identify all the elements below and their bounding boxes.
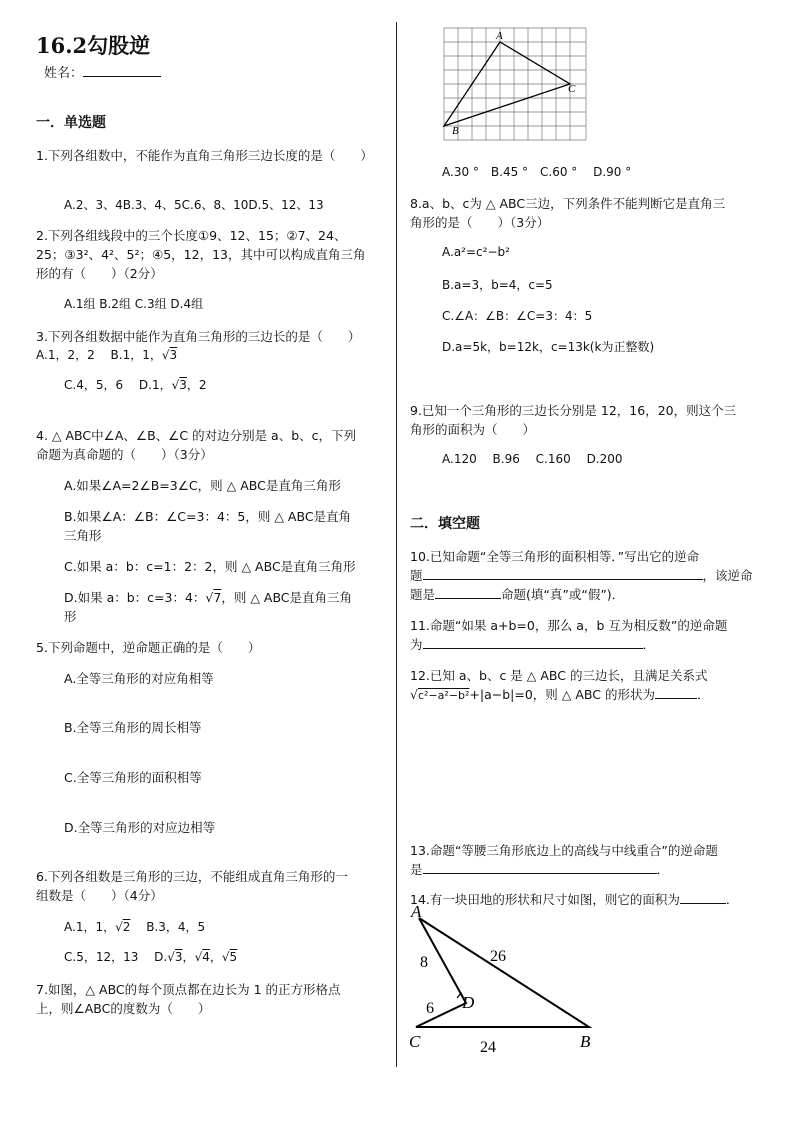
section-fill-blank: 二．填空题 <box>410 516 480 532</box>
vertex-c: C <box>409 1032 421 1051</box>
q3-opt-ab: A.1，2，2 B.1，1， <box>36 348 162 362</box>
q12-radicand: c²−a²−b² <box>417 689 470 702</box>
sqrt-icon: √ <box>161 348 170 362</box>
q7-options: A.30 ° B.45 ° C.60 ° D.90 ° <box>442 165 632 179</box>
sqrt-icon: √ <box>205 590 214 605</box>
q8-option-b: B.a=3，b=4，c=5 <box>442 278 553 292</box>
side-24: 24 <box>480 1039 496 1056</box>
q4-option-d1 <box>64 588 352 606</box>
q6-opt-a: A.1，1， <box>64 920 116 934</box>
q3-option-row1 <box>36 346 177 363</box>
q10-tail: 命题(填“真”或“假”)． <box>501 587 625 602</box>
q4-line2: 命题为真命题的（ ）（3分） <box>36 447 213 462</box>
name-blank[interactable] <box>83 64 161 77</box>
q9-line1: 9.已知一个三角形的三边长分别是 12，16，20，则这个三 <box>410 403 737 418</box>
column-divider <box>396 22 397 1067</box>
sqrt-icon: √ <box>194 950 203 964</box>
q11-line1: 11.命题“如果 a+b=0，那么 a，b 互为相反数”的逆命题 <box>410 618 728 633</box>
field-outline <box>416 918 589 1027</box>
q14-text: 14.有一块田地的形状和尺寸如图，则它的面积为 <box>410 892 680 907</box>
q10-blank-truth[interactable] <box>435 586 501 599</box>
vertex-a: A <box>411 904 422 921</box>
q8-option-c: C.∠A：∠B：∠C=3：4：5 <box>442 309 593 323</box>
q13-label: 是 <box>410 862 423 877</box>
q10-line1: 10.已知命题“全等三角形的面积相等．”写出它的逆命 <box>410 549 700 564</box>
q1-stem: 1.下列各组数中，不能作为直角三角形三边长度的是（ ） <box>36 148 373 163</box>
q8-option-a: A.a²=c²−b² <box>442 245 510 259</box>
q12-line1: 12.已知 a、b、c 是 △ ABC 的三边长，且满足关系式 <box>410 668 708 683</box>
q10-line3 <box>410 585 624 603</box>
q14-blank[interactable] <box>680 891 726 904</box>
section-single-choice: 一．单选题 <box>36 115 106 131</box>
page-title: 16.2勾股逆 <box>36 33 151 58</box>
side-8: 8 <box>420 954 428 971</box>
q8-line2: 角形的是（ ）（3分） <box>410 215 550 230</box>
q6-option-row2 <box>64 948 237 965</box>
q12-end: ． <box>696 687 710 702</box>
q13-blank[interactable] <box>423 861 657 874</box>
q8-line1: 8.a、b、c为 △ ABC三边，下列条件不能判断它是直角三 <box>410 196 726 211</box>
q4-opt-d-text: D.如果 a：b：c=3：4： <box>64 590 206 605</box>
q5-option-a: A.全等三角形的对应角相等 <box>64 671 214 686</box>
q5-option-c: C.全等三角形的面积相等 <box>64 770 202 785</box>
q10-label: 题 <box>410 568 423 583</box>
q2-line1: 2.下列各组线段中的三个长度①9、12、15；②7、24、 <box>36 228 347 243</box>
q4-line1: 4. △ ABC中∠A、∠B、∠C 的对边分别是 a、b、c，下列 <box>36 428 357 443</box>
q13-end: ． <box>656 862 670 877</box>
q4-radicand: 7 <box>213 590 222 605</box>
vertex-c: C <box>568 83 576 95</box>
q6-r5: 5 <box>229 950 238 964</box>
q10-label-2: 题是 <box>410 587 436 602</box>
q4-option-c: C.如果 a：b：c=1：2：2，则 △ ABC是直角三角形 <box>64 559 356 574</box>
q3-stem: 3.下列各组数据中能作为直角三角形的三边长的是（ ） <box>36 329 361 344</box>
sqrt-icon: √ <box>167 950 175 964</box>
q2-line2: 25；③3²、4²、5²；④5，12，13，其中可以构成直角三角 <box>36 247 366 262</box>
q8-option-d: D.a=5k，b=12k，c=13k(k为正整数) <box>442 340 655 354</box>
q12-blank[interactable] <box>655 686 697 699</box>
q4-option-b2: 三角形 <box>64 528 102 543</box>
q7-grid-figure <box>442 26 588 142</box>
q11-blank[interactable] <box>423 636 643 649</box>
q10-mid: ，该逆命 <box>702 568 753 583</box>
vertex-b: B <box>452 125 459 137</box>
name-label: 姓名： <box>44 66 84 81</box>
q6-option-row1 <box>64 918 205 935</box>
q13-line2 <box>410 860 669 878</box>
q4-option-b1: B.如果∠A：∠B：∠C=3：4：5，则 △ ABC是直角 <box>64 509 352 524</box>
sqrt-icon: √ <box>171 378 180 392</box>
q12-text: +|a−b|=0，则 △ ABC 的形状为 <box>469 687 655 702</box>
q9-options: A.120 B.96 C.160 D.200 <box>442 452 623 466</box>
name-field-row <box>44 62 161 81</box>
q1-options: A.2、3、4B.3、4、5C.6、8、10D.5、12、13 <box>64 198 324 212</box>
vertex-b: B <box>580 1032 591 1051</box>
q6-r3: 3 <box>174 950 183 964</box>
q6-opt-b: B.3，4，5 <box>130 920 206 934</box>
q6-comma: ， <box>209 950 222 964</box>
q7-line1: 7.如图，△ ABC的每个顶点都在边长为 1 的正方形格点 <box>36 982 341 997</box>
q4-option-a: A.如果∠A=2∠B=3∠C，则 △ ABC是直角三角形 <box>64 478 341 493</box>
q5-option-d: D.全等三角形的对应边相等 <box>64 820 216 835</box>
q13-line1: 13.命题“等腰三角形底边上的高线与中线重合”的逆命题 <box>410 843 718 858</box>
q5-option-b: B.全等三角形的周长相等 <box>64 720 202 735</box>
q11-label: 为 <box>410 637 423 652</box>
q6-r2: 2 <box>122 920 131 934</box>
q5-stem: 5.下列命题中，逆命题正确的是（ ） <box>36 640 261 655</box>
q6-comma: ， <box>182 950 195 964</box>
sqrt-icon: √ <box>221 950 230 964</box>
sqrt-icon: √ <box>410 687 418 702</box>
q3-radicand: 3 <box>169 348 178 362</box>
q12-line2 <box>410 685 709 703</box>
q11-end: ． <box>642 637 656 652</box>
q11-line2 <box>410 635 655 653</box>
side-6: 6 <box>426 1000 434 1017</box>
q2-options: A.1组 B.2组 C.3组 D.4组 <box>64 297 204 311</box>
q6-r4: 4 <box>202 950 210 964</box>
q6-opt-cd: C.5，12，13 D. <box>64 950 168 964</box>
vertex-a: A <box>496 30 503 42</box>
q4-opt-d-tail: ，则 △ ABC是直角三角 <box>221 590 353 605</box>
q14-field-figure <box>404 904 604 1060</box>
q9-line2: 角形的面积为（ ） <box>410 422 536 437</box>
q14-end: ． <box>725 892 739 907</box>
q10-line2 <box>410 566 753 584</box>
q3-radicand-2: 3 <box>179 378 187 392</box>
q6-line1: 6.下列各组数是三角形的三边，不能组成直角三角形的一 <box>36 869 348 884</box>
q3-option-row2 <box>64 376 207 393</box>
side-26: 26 <box>490 948 506 965</box>
q10-blank-converse[interactable] <box>423 567 703 580</box>
q3-opt-tail: ，2 <box>186 378 207 392</box>
vertex-d: D <box>462 993 475 1012</box>
sqrt-icon: √ <box>115 920 123 934</box>
q2-line3: 形的有（ ）（2分） <box>36 266 163 281</box>
q6-line2: 组数是（ ）（4分） <box>36 888 163 903</box>
q4-option-d2: 形 <box>64 609 77 624</box>
q3-opt-cd: C.4，5，6 D.1， <box>64 378 172 392</box>
q7-line2: 上，则∠ABC的度数为（ ） <box>36 1001 211 1016</box>
